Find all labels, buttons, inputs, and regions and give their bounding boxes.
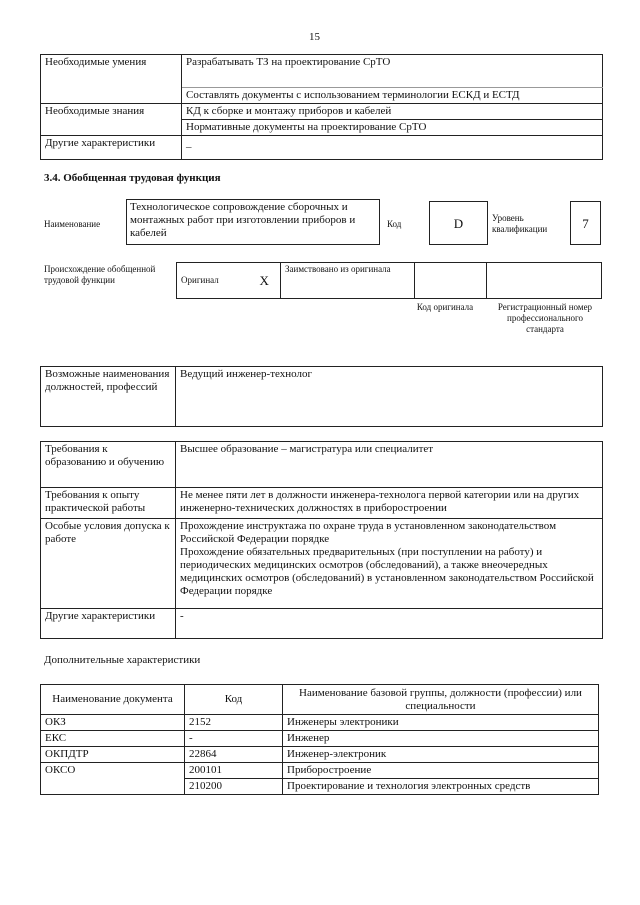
requirement-value-cell	[176, 519, 603, 609]
requirement-value: Высшее образование – магистратура или специалитет	[176, 442, 603, 488]
table-row	[41, 763, 599, 779]
requirement-value-extra: Прохождение обязательных предварительных (при поступлении на работу) и периодических медицинских осмотров (обследований), а также внеочередных медицинских осмотров (обследований) в установленном законодательством Российской Федерации порядке	[180, 546, 594, 597]
positions-table	[40, 366, 603, 427]
borrowed-label: Заимствовано из оригинала	[281, 263, 415, 299]
positions-value: Ведущий инженер-технолог	[176, 367, 603, 427]
other-value: _	[182, 136, 603, 160]
requirement-label: Особые условия допуска к работе	[41, 519, 176, 609]
cell-doc: ЕКС	[41, 731, 185, 747]
cell-doc: ОКСО	[41, 763, 185, 795]
level-label: Уровень квалификации	[492, 213, 548, 234]
knowledge-label: Необходимые знания	[41, 104, 182, 136]
table-header-row	[41, 685, 599, 715]
requirement-value: -	[176, 609, 603, 639]
cell-code: 22864	[185, 747, 283, 763]
table-row	[41, 747, 599, 763]
table-row	[41, 715, 599, 731]
cell-name: Проектирование и технология электронных средств	[283, 779, 599, 795]
requirement-value: Прохождение инструктажа по охране труда в установленном законодательством Российской Федерации порядке	[180, 520, 557, 545]
knowledge-item: Нормативные документы на проектирование СрТО	[182, 120, 603, 136]
requirement-value: Не менее пяти лет в должности инженера-технолога первой категории или на других инженерно-технических должностях в приборостроении	[176, 488, 603, 519]
skills-label: Необходимые умения	[41, 55, 182, 104]
cell-doc: ОКПДТР	[41, 747, 185, 763]
name-label: Наименование	[44, 219, 101, 229]
origin-table	[176, 262, 602, 299]
level-value: 7	[570, 201, 601, 245]
skill-item: Разрабатывать ТЗ на проектирование СрТО	[182, 55, 603, 88]
requirement-label: Требования к образованию и обучению	[41, 442, 176, 488]
requirement-label: Другие характеристики	[41, 609, 176, 639]
header-code: Код	[185, 685, 283, 715]
page-number: 15	[309, 31, 320, 43]
header-group-name: Наименование базовой группы, должности (профессии) или специальности	[283, 685, 599, 715]
skills-table	[40, 54, 603, 160]
other-label: Другие характеристики	[41, 136, 182, 160]
table-row	[41, 731, 599, 747]
knowledge-item: КД к сборке и монтажу приборов и кабелей	[182, 104, 603, 120]
cell-name: Инженер-электроник	[283, 747, 599, 763]
cell-name: Инженеры электроники	[283, 715, 599, 731]
cell-code: 200101	[185, 763, 283, 779]
original-mark: X	[249, 263, 281, 299]
requirements-table	[40, 441, 603, 639]
cell-code: 2152	[185, 715, 283, 731]
code-label: Код	[387, 219, 402, 229]
reg-number-caption: Регистрационный номер профессионального стандарта	[497, 302, 593, 334]
cell-code: 210200	[185, 779, 283, 795]
skill-item: Составлять документы с использованием терминологии ЕСКД и ЕСТД	[182, 88, 603, 104]
cell-code: -	[185, 731, 283, 747]
origin-reg-cell	[487, 263, 602, 299]
function-name: Технологическое сопровождение сборочных и монтажных работ при изготовлении приборов и кабелей	[126, 199, 380, 245]
requirement-label: Требования к опыту практической работы	[41, 488, 176, 519]
origin-code-cell	[415, 263, 487, 299]
origin-label: Происхождение обобщенной трудовой функции	[44, 264, 156, 285]
original-label: Оригинал	[177, 263, 249, 299]
function-code: D	[429, 201, 488, 245]
cell-name: Инженер	[283, 731, 599, 747]
positions-label: Возможные наименования должностей, профессий	[41, 367, 176, 427]
code-original-caption: Код оригинала	[416, 302, 474, 312]
additional-table	[40, 684, 599, 795]
additional-title: Дополнительные характеристики	[44, 654, 201, 666]
header-doc-name: Наименование документа	[41, 685, 185, 715]
section-title: 3.4. Обобщенная трудовая функция	[44, 172, 221, 184]
cell-doc: ОКЗ	[41, 715, 185, 731]
cell-name: Приборостроение	[283, 763, 599, 779]
